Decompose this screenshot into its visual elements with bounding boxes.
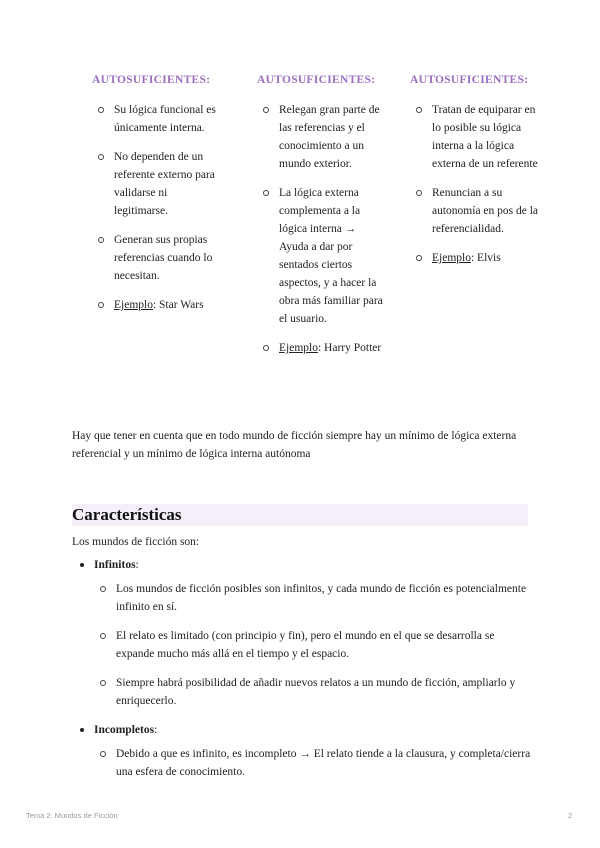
- list-item: No dependen de un referente externo para validarse ni legitimarse.: [92, 148, 257, 220]
- circle-bullet-icon: [98, 154, 104, 160]
- column-heading: AUTOSUFICIENTES:: [92, 74, 211, 86]
- example-value: : Elvis: [470, 252, 501, 264]
- example-label: Ejemplo: [279, 342, 318, 354]
- list-item: El relato es limitado (con principio y fin), pero el mundo en el que se desarrolla se expande mucho más allá en el tiempo y el espacio.: [94, 627, 532, 663]
- column-list: [257, 101, 410, 357]
- circle-bullet-icon: [98, 302, 104, 308]
- column-2: [257, 72, 410, 368]
- list-item: Relegan gran parte de las referencias y el conocimiento a un mundo exterior.: [257, 101, 410, 173]
- column-heading: AUTOSUFICIENTES:: [257, 74, 376, 86]
- column-list: [92, 101, 257, 314]
- list-item: Infinitos: Los mundos de ficción posibles son infinitos, y cada mundo de ficción es potencialmente infinito en sí. El relato es limitado (con principio y fin), pero el mundo en el que se desarrolla se expande mucho más allá en el tiempo y el espacio. Siempre habrá posibilidad de añadir nuevos relatos a un mundo de ficción, ampliarlo y enriquecerlo.: [72, 556, 532, 710]
- example-item: [92, 296, 257, 314]
- circle-bullet-icon: [100, 680, 106, 686]
- column-list: [410, 101, 540, 267]
- example-value: : Star Wars: [152, 299, 204, 311]
- disc-bullet-icon: [80, 728, 84, 732]
- circle-bullet-icon: [416, 190, 422, 196]
- circle-bullet-icon: [100, 586, 106, 592]
- comparison-columns: [92, 72, 540, 368]
- example-item: [410, 249, 540, 267]
- list-item: Generan sus propias referencias cuando lo necesitan.: [92, 231, 257, 285]
- circle-bullet-icon: [98, 107, 104, 113]
- circle-bullet-icon: [416, 107, 422, 113]
- list-item: Siempre habrá posibilidad de añadir nuevos relatos a un mundo de ficción, ampliarlo y enriquecerlo.: [94, 674, 532, 710]
- list-item: La lógica externa complementa a la lógica interna → Ayuda a dar por sentados ciertos aspectos, y a hacer la obra más familiar para el usuario.: [257, 184, 410, 328]
- footer-title: Tema 2: Mundos de Ficción: [26, 811, 118, 820]
- circle-bullet-icon: [263, 107, 269, 113]
- disc-bullet-icon: [80, 563, 84, 567]
- example-label: Ejemplo: [114, 299, 153, 311]
- example-item: [257, 339, 410, 357]
- list-item: Renuncian a su autonomía en pos de la referencialidad.: [410, 184, 540, 238]
- column-3: [410, 72, 540, 368]
- list-item: Tratan de equiparar en lo posible su lógica interna a la lógica externa de un referente: [410, 101, 540, 173]
- list-item: Debido a que es infinito, es incompleto → El relato tiende a la clausura, y completa/cierra una esfera de conocimiento.: [94, 745, 532, 781]
- item-label: Incompletos: [94, 724, 155, 736]
- list-item: Los mundos de ficción posibles son infinitos, y cada mundo de ficción es potencialmente infinito en sí.: [94, 580, 532, 616]
- sublist: [94, 745, 532, 781]
- circle-bullet-icon: [263, 345, 269, 351]
- example-label: Ejemplo: [432, 252, 471, 264]
- circle-bullet-icon: [100, 633, 106, 639]
- column-heading: AUTOSUFICIENTES:: [410, 74, 529, 86]
- column-1: [92, 72, 257, 368]
- circle-bullet-icon: [100, 751, 106, 757]
- note-paragraph: Hay que tener en cuenta que en todo mundo de ficción siempre hay un mínimo de lógica externa referencial y un mínimo de lógica interna autónoma: [72, 430, 517, 460]
- list-item: Incompletos: Debido a que es infinito, es incompleto → El relato tiende a la clausura, y completa/cierra una esfera de conocimiento.: [72, 721, 532, 781]
- circle-bullet-icon: [98, 237, 104, 243]
- item-label: Infinitos: [94, 559, 136, 571]
- circle-bullet-icon: [416, 255, 422, 261]
- circle-bullet-icon: [263, 190, 269, 196]
- sublist: [94, 580, 532, 710]
- characteristics-list: [72, 556, 532, 792]
- list-item: Su lógica funcional es únicamente interna.: [92, 101, 257, 137]
- section-intro: Los mundos de ficción son:: [72, 536, 200, 548]
- example-value: : Harry Potter: [317, 342, 382, 354]
- section-title: Características: [72, 505, 182, 524]
- page-number: 2: [568, 811, 573, 820]
